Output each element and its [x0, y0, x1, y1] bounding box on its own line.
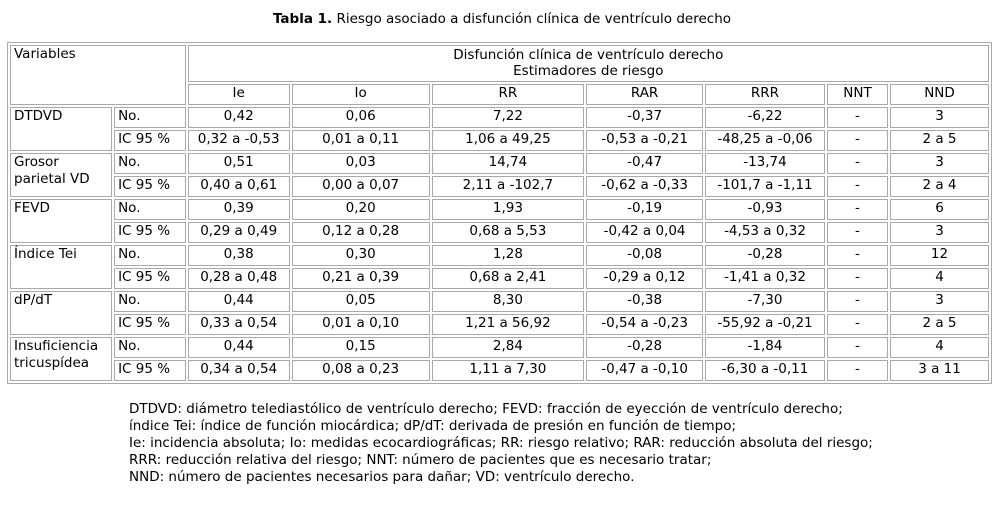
cell-io: 0,21 a 0,39	[292, 268, 430, 289]
cell-rr: 1,11 a 7,30	[432, 360, 585, 381]
cell-nnt: -	[827, 130, 888, 151]
row-measure-label: No.	[114, 337, 186, 358]
cell-rr: 0,68 a 2,41	[432, 268, 585, 289]
row-variable-name: Grosor parietal VD	[10, 153, 112, 197]
table-row	[10, 268, 989, 289]
cell-io: 0,06	[292, 107, 430, 128]
cell-rr: 8,30	[432, 291, 585, 312]
header-group	[188, 45, 989, 82]
cell-rrr: -1,41 a 0,32	[705, 268, 825, 289]
cell-rrr: -6,30 a -0,11	[705, 360, 825, 381]
cell-rrr: -13,74	[705, 153, 825, 174]
cell-rar: -0,37	[586, 107, 703, 128]
row-measure-label: IC 95 %	[114, 222, 186, 243]
cell-rar: -0,19	[586, 199, 703, 220]
row-measure-label: IC 95 %	[114, 130, 186, 151]
cell-ie: 0,39	[188, 199, 290, 220]
cell-rrr: -1,84	[705, 337, 825, 358]
row-measure-label: No.	[114, 153, 186, 174]
cell-nnd: 3	[890, 222, 989, 243]
header-group-title: Disfunción clínica de ventrículo derecho	[453, 47, 724, 63]
table-row	[10, 291, 989, 312]
cell-rrr: -0,28	[705, 245, 825, 266]
table-row	[10, 245, 989, 266]
cell-io: 0,30	[292, 245, 430, 266]
cell-nnt: -	[827, 268, 888, 289]
cell-rrr: -48,25 a -0,06	[705, 130, 825, 151]
cell-rrr: -0,93	[705, 199, 825, 220]
table-row	[10, 199, 989, 220]
cell-rr: 2,84	[432, 337, 585, 358]
cell-io: 0,08 a 0,23	[292, 360, 430, 381]
cell-nnd: 2 a 4	[890, 176, 989, 197]
table-row	[10, 222, 989, 243]
row-measure-label: No.	[114, 199, 186, 220]
cell-ie: 0,32 a -0,53	[188, 130, 290, 151]
cell-rrr: -6,22	[705, 107, 825, 128]
table-row	[10, 130, 989, 151]
cell-rrr: -55,92 a -0,21	[705, 314, 825, 335]
table-row	[10, 314, 989, 335]
cell-rr: 1,28	[432, 245, 585, 266]
row-variable-name: FEVD	[10, 199, 112, 243]
cell-nnd: 3	[890, 291, 989, 312]
row-variable-name: dP/dT	[10, 291, 112, 335]
footnote-line: índice Tei: índice de función miocárdica; dP/dT: derivada de presión en función de tiempo;	[129, 418, 737, 434]
cell-rar: -0,54 a -0,23	[586, 314, 703, 335]
cell-rar: -0,53 a -0,21	[586, 130, 703, 151]
cell-rr: 7,22	[432, 107, 585, 128]
cell-nnt: -	[827, 291, 888, 312]
cell-nnd: 3	[890, 107, 989, 128]
column-header-rrr: RRR	[705, 84, 825, 105]
row-variable-name: DTDVD	[10, 107, 112, 151]
cell-io: 0,05	[292, 291, 430, 312]
row-measure-label: No.	[114, 107, 186, 128]
column-header-io: Io	[292, 84, 430, 105]
cell-rar: -0,47 a -0,10	[586, 360, 703, 381]
cell-rrr: -4,53 a 0,32	[705, 222, 825, 243]
cell-rrr: -101,7 a -1,11	[705, 176, 825, 197]
cell-nnd: 4	[890, 337, 989, 358]
row-measure-label: IC 95 %	[114, 176, 186, 197]
cell-nnt: -	[827, 176, 888, 197]
cell-nnd: 12	[890, 245, 989, 266]
footnote-line: DTDVD: diámetro telediastólico de ventrículo derecho; FEVD: fracción de eyección de ventrículo derecho;	[129, 401, 843, 417]
row-variable-name: Insuficiencia tricuspídea	[10, 337, 112, 381]
cell-ie: 0,38	[188, 245, 290, 266]
table-row	[10, 107, 989, 128]
column-header-nnd: NND	[890, 84, 989, 105]
row-measure-label: IC 95 %	[114, 314, 186, 335]
cell-nnd: 3	[890, 153, 989, 174]
caption-text: Riesgo asociado a disfunción clínica de ventrículo derecho	[336, 11, 732, 27]
cell-ie: 0,51	[188, 153, 290, 174]
cell-nnt: -	[827, 222, 888, 243]
cell-ie: 0,33 a 0,54	[188, 314, 290, 335]
cell-ie: 0,44	[188, 291, 290, 312]
footnote-line: RRR: reducción relativa del riesgo; NNT: número de pacientes que es necesario tratar;	[129, 452, 712, 468]
cell-rar: -0,47	[586, 153, 703, 174]
cell-nnt: -	[827, 107, 888, 128]
cell-io: 0,00 a 0,07	[292, 176, 430, 197]
table-row	[10, 360, 989, 381]
row-measure-label: No.	[114, 291, 186, 312]
header-variables: Variables	[10, 45, 186, 105]
row-measure-label: IC 95 %	[114, 360, 186, 381]
column-header-nnt: NNT	[827, 84, 888, 105]
row-measure-label: No.	[114, 245, 186, 266]
column-header-rar: RAR	[586, 84, 703, 105]
caption-label: Tabla 1.	[272, 11, 333, 27]
column-header-ie: Ie	[188, 84, 290, 105]
cell-rrr: -7,30	[705, 291, 825, 312]
footnote-line: Ie: incidencia absoluta; Io: medidas ecocardiográficas; RR: riesgo relativo; RAR: reducción absoluta del riesgo;	[129, 435, 873, 451]
table-caption	[0, 11, 1004, 27]
table-row	[10, 176, 989, 197]
cell-rar: -0,38	[586, 291, 703, 312]
risk-table	[7, 42, 992, 384]
cell-nnt: -	[827, 199, 888, 220]
cell-nnd: 3 a 11	[890, 360, 989, 381]
cell-rr: 1,21 a 56,92	[432, 314, 585, 335]
cell-nnt: -	[827, 360, 888, 381]
table-footnotes	[129, 401, 873, 486]
cell-io: 0,15	[292, 337, 430, 358]
cell-ie: 0,34 a 0,54	[188, 360, 290, 381]
cell-io: 0,01 a 0,11	[292, 130, 430, 151]
table-row	[10, 153, 989, 174]
cell-io: 0,01 a 0,10	[292, 314, 430, 335]
row-variable-name: Índice Tei	[10, 245, 112, 289]
cell-ie: 0,42	[188, 107, 290, 128]
cell-ie: 0,28 a 0,48	[188, 268, 290, 289]
cell-ie: 0,29 a 0,49	[188, 222, 290, 243]
row-measure-label: IC 95 %	[114, 268, 186, 289]
cell-ie: 0,40 a 0,61	[188, 176, 290, 197]
cell-nnd: 2 a 5	[890, 130, 989, 151]
cell-nnt: -	[827, 314, 888, 335]
header-row-group	[10, 45, 989, 82]
header-group-subtitle: Estimadores de riesgo	[513, 63, 664, 79]
cell-nnt: -	[827, 337, 888, 358]
cell-io: 0,20	[292, 199, 430, 220]
cell-nnt: -	[827, 153, 888, 174]
footnote-line: NND: número de pacientes necesarios para dañar; VD: ventrículo derecho.	[129, 469, 635, 485]
cell-rar: -0,42 a 0,04	[586, 222, 703, 243]
cell-rr: 0,68 a 5,53	[432, 222, 585, 243]
cell-nnd: 4	[890, 268, 989, 289]
cell-nnt: -	[827, 245, 888, 266]
cell-nnd: 6	[890, 199, 989, 220]
cell-ie: 0,44	[188, 337, 290, 358]
cell-rar: -0,29 a 0,12	[586, 268, 703, 289]
column-header-rr: RR	[432, 84, 585, 105]
cell-rar: -0,28	[586, 337, 703, 358]
cell-rar: -0,62 a -0,33	[586, 176, 703, 197]
cell-rar: -0,08	[586, 245, 703, 266]
cell-rr: 1,06 a 49,25	[432, 130, 585, 151]
cell-rr: 14,74	[432, 153, 585, 174]
cell-io: 0,03	[292, 153, 430, 174]
cell-io: 0,12 a 0,28	[292, 222, 430, 243]
cell-rr: 2,11 a -102,7	[432, 176, 585, 197]
cell-rr: 1,93	[432, 199, 585, 220]
table-row	[10, 337, 989, 358]
cell-nnd: 2 a 5	[890, 314, 989, 335]
